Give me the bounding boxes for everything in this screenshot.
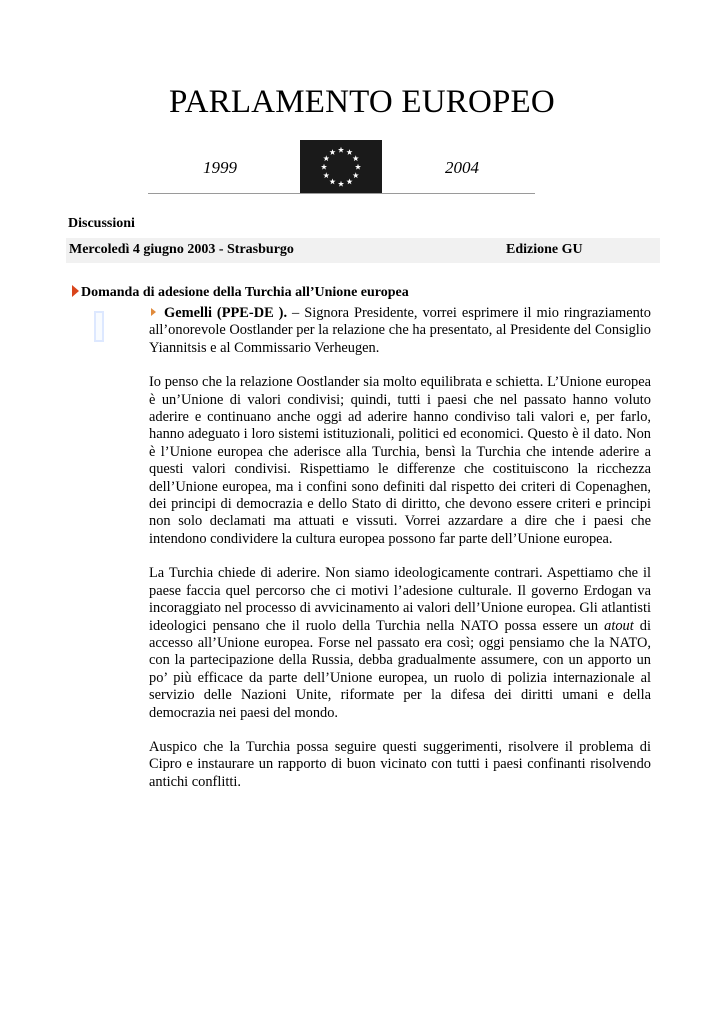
flag-star-icon bbox=[323, 172, 329, 178]
flag-star-icon bbox=[321, 164, 327, 170]
year-end: 2004 bbox=[445, 158, 479, 177]
speaker-marker-icon bbox=[94, 311, 104, 342]
item-heading[interactable] bbox=[72, 285, 409, 301]
edition-label: Edizione GU bbox=[506, 242, 583, 257]
speech-body bbox=[149, 305, 651, 808]
flag-star-icon bbox=[329, 149, 335, 155]
eu-flag-stars bbox=[300, 140, 382, 194]
speech-text: La Turchia chiede di aderire. Non siamo ideologicamente contrari. Aspettiamo che il paese faccia quel percorso che ci motivi l’adesione culturale. Il governo Erdogan va incoraggiato nel processo di avvicinamento ai valori dell’Unione europea. Gli atlantisti ideologici pensano che il ruolo della Turchia nella NATO possa essere un bbox=[149, 565, 651, 634]
speaker-arrow-icon bbox=[151, 308, 156, 316]
flag-star-icon bbox=[355, 164, 361, 170]
speech-text: di accesso all’Unione europea. Forse nel passato era così; oggi pensiamo che la NATO, con la partecipazione della Russia, debba gradualmente assumere, con un apporto un po’ più efficace da parte dell’Unione europea, un ruolo di polizia internazionale al servizio delle Nazioni Unite, riformate per la difesa dei diritti umani e della democrazia nei paesi del mondo. bbox=[149, 617, 651, 721]
speech-paragraph bbox=[149, 305, 651, 357]
flag-star-icon bbox=[338, 181, 344, 187]
speech-intro: – Signora Presidente, vorrei esprimere il mio ringraziamento all’onorevole Oostlander per la relazione che ha presentato, al Presidente del Consiglio Yiannitsis e al Commissario Verheugen. bbox=[149, 305, 651, 356]
speech-paragraph: Io penso che la relazione Oostlander sia molto equilibrata e schietta. L’Unione europea è un’Unione di valori condivisi; quindi, tutti i paesi che nel passato hanno voluto aderire e continuano anche oggi ad aderire hanno condiviso tali valori e, per farlo, hanno adeguato i loro sistemi istituzionali, politici ed economici. Questo è il dato. Non è l’Unione europea che aderisce alla Turchia, bensì la Turchia che intende aderire a questi valori condivisi. Rispettiamo le differenze che costituiscono la ricchezza dell’Unione europea, ma i confini sono definiti dal rispetto dei criteri di Copenaghen, dei principi di democrazia e dello Stato di diritto, che devono essere criteri e principi non solo declamati ma attuati e vissuti. Vorrei azzardare a dire che i paesi che intendono condividere la cultura europea possono far parte dell’Unione europea. bbox=[149, 374, 651, 547]
session-bar bbox=[66, 238, 660, 263]
flag-star-icon bbox=[346, 179, 352, 185]
speaker-name[interactable]: Gemelli (PPE-DE ). bbox=[164, 305, 288, 321]
speech-paragraph: Auspico che la Turchia possa seguire questi suggerimenti, risolvere il problema di Cipro e instaurare un rapporto di buon vicinato con tutti i paesi confinanti risolvendo antichi conflitti. bbox=[149, 738, 651, 790]
header-divider bbox=[148, 193, 535, 194]
speech-italic-term: atout bbox=[604, 617, 634, 634]
flag-star-icon bbox=[329, 179, 335, 185]
flag-star-icon bbox=[346, 149, 352, 155]
arrow-right-icon bbox=[72, 285, 79, 297]
year-start: 1999 bbox=[203, 158, 237, 177]
flag-star-icon bbox=[353, 155, 359, 161]
eu-flag-icon bbox=[300, 140, 382, 194]
flag-star-icon bbox=[338, 147, 344, 153]
speech-paragraph bbox=[149, 565, 651, 722]
item-title: Domanda di adesione della Turchia all’Unione europea bbox=[81, 285, 409, 300]
flag-star-icon bbox=[323, 155, 329, 161]
page-title: PARLAMENTO EUROPEO bbox=[169, 84, 555, 120]
section-label: Discussioni bbox=[68, 216, 135, 231]
flag-star-icon bbox=[353, 172, 359, 178]
session-date: Mercoledì 4 giugno 2003 - Strasburgo bbox=[69, 242, 294, 257]
